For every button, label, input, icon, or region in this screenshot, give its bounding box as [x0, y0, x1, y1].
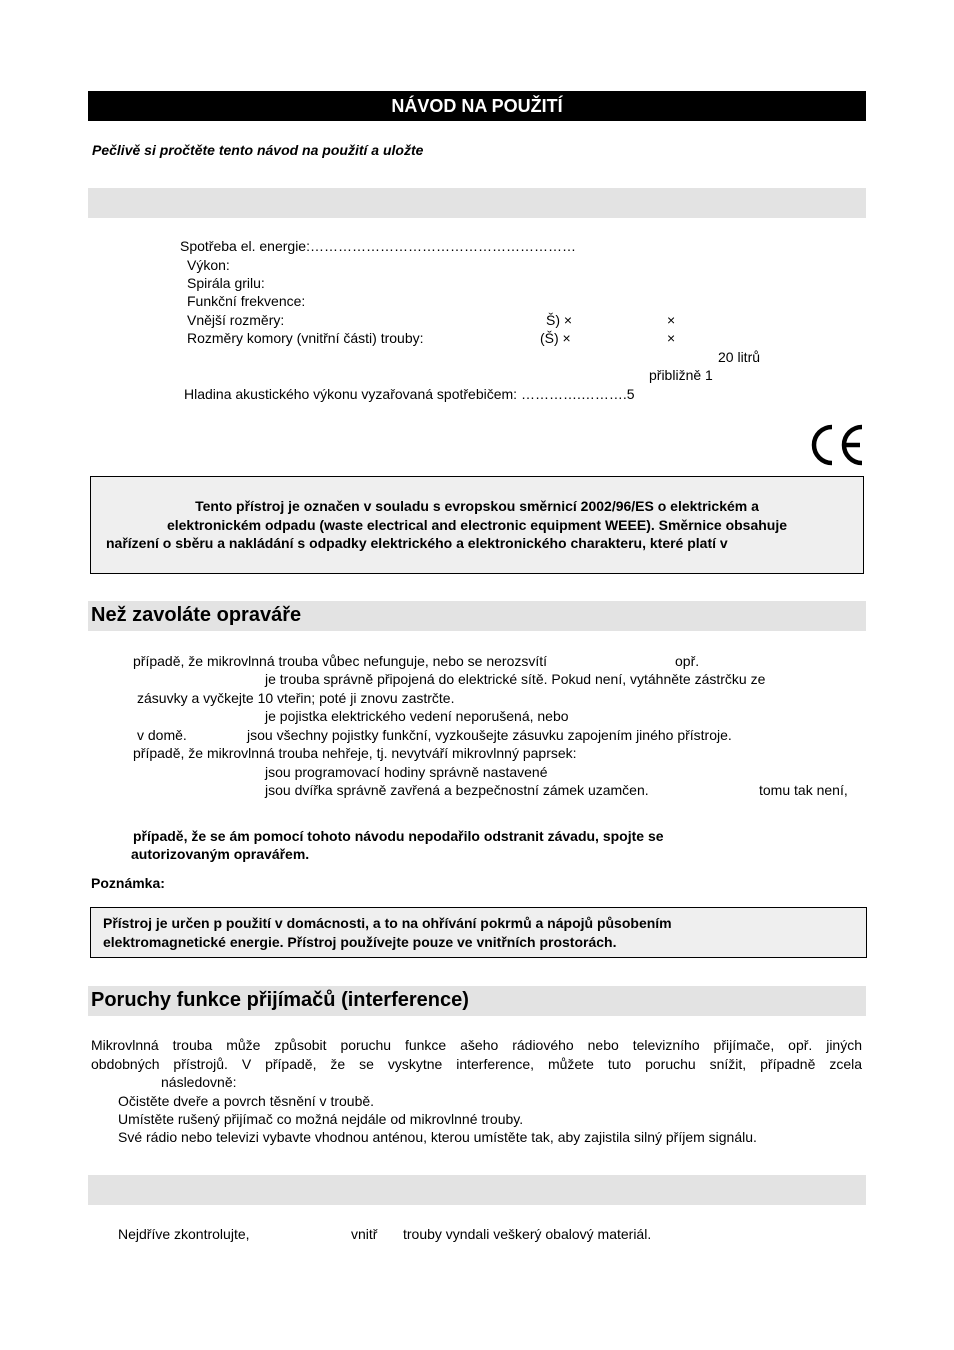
- section-heading-repair: Než zavoláte opraváře: [91, 604, 302, 626]
- interference-paragraph-line: obdobných přístrojů. V případě, že se vyskytne interference, můžete tuto poruchu snížit, případně zcela: [91, 1056, 862, 1072]
- spec-outer-dims-value-b: ×: [667, 312, 676, 328]
- page-title: NÁVOD NA POUŽITÍ: [391, 96, 563, 116]
- spec-weight: přibližně 1: [649, 367, 713, 383]
- repair-line: jsou všechny pojistky funkční, vyzkoušejte zásuvku zapojením jiného přístroje.: [247, 727, 732, 743]
- weee-line-2: elektronickém odpadu (waste electrical and electronic equipment WEEE). Směrnice obsahuje: [166, 517, 788, 533]
- repair-bold-line: autorizovaným opravářem.: [131, 846, 310, 862]
- spec-power: Výkon:: [187, 257, 230, 273]
- repair-line: je trouba správně připojená do elektrické sítě. Pokud není, vytáhněte zástrčku ze: [265, 671, 766, 687]
- repair-line: případě, že mikrovlnná trouba nehřeje, tj. nevytváří mikrovlnný paprsek:: [133, 745, 577, 761]
- spec-outer-dims: Vnější rozměry:: [187, 312, 285, 328]
- list-item: Umístěte rušený přijímač co možná nejdále od mikrovlnné trouby.: [118, 1111, 524, 1127]
- spec-frequency: Funkční frekvence:: [187, 293, 306, 309]
- spec-chamber-dims-value-a: (Š) ×: [540, 330, 571, 346]
- section-bar-specs: [88, 188, 866, 218]
- title-bar: [88, 91, 866, 121]
- spec-outer-dims-value-a: Š) ×: [546, 312, 573, 328]
- spec-grill: Spirála grilu:: [187, 275, 265, 291]
- spec-consumption: Spotřeba el. energie:…………………………………………………: [180, 238, 576, 254]
- section-heading-interference: Poruchy funkce přijímačů (interference): [91, 989, 469, 1011]
- interference-paragraph-line: následovně:: [161, 1074, 237, 1090]
- spec-noise: Hladina akustického výkonu vyzařovaná spotřebičem: ………….……….5: [184, 386, 635, 402]
- repair-line: jsou dvířka správně zavřená a bezpečnostní zámek uzamčen.: [265, 782, 649, 798]
- install-line: Nejdříve zkontrolujte,: [118, 1226, 250, 1242]
- usage-line-2: elektromagnetické energie. Přístroj používejte pouze ve vnitřních prostorách.: [103, 934, 617, 950]
- spec-chamber-dims-value-b: ×: [667, 330, 676, 346]
- repair-line: jsou programovací hodiny správně nastavené: [265, 764, 548, 780]
- subtitle: Pečlivě si pročtěte tento návod na použití a uložte: [92, 142, 424, 158]
- note-label: Poznámka:: [91, 875, 165, 891]
- usage-notice-box: [90, 907, 867, 958]
- weee-notice-box: [90, 476, 864, 574]
- list-item: Své rádio nebo televizi vybavte vhodnou anténou, kterou umístěte tak, aby zajistila silný příjem signálu.: [118, 1129, 757, 1145]
- install-line: vnitř: [351, 1226, 378, 1242]
- repair-line: tomu tak není,: [759, 782, 848, 798]
- usage-line-1: Přístroj je určen p použití v domácnosti, a to na ohřívání pokrmů a nápojů působením: [103, 915, 672, 931]
- weee-line-3: nařízení o sběru a nakládání s odpadky elektrického a elektronického charakteru, které platí v: [106, 535, 728, 551]
- repair-line: opř.: [675, 653, 700, 669]
- weee-line-1: Tento přístroj je označen v souladu s evropskou směrnicí 2002/96/ES o elektrickém a: [195, 498, 759, 514]
- spec-chamber-dims: Rozměry komory (vnitřní části) trouby:: [187, 330, 424, 346]
- repair-line: je pojistka elektrického vedení neporušená, nebo: [265, 708, 569, 724]
- repair-bold-line: případě, že se ám pomocí tohoto návodu nepodařilo odstranit závadu, spojte se: [133, 828, 664, 844]
- repair-line: v domě.: [137, 727, 187, 743]
- section-bar-install: [88, 1175, 866, 1205]
- repair-line: zásuvky a vyčkejte 10 vteřin; poté ji znovu zastrčte.: [137, 690, 455, 706]
- list-item: Očistěte dveře a povrch těsnění v troubě.: [118, 1093, 375, 1109]
- install-line: trouby vyndali veškerý obalový materiál.: [403, 1226, 652, 1242]
- spec-volume: 20 litrů: [718, 349, 761, 365]
- repair-line: případě, že mikrovlnná trouba vůbec nefunguje, nebo se nerozsvítí: [133, 653, 548, 669]
- interference-paragraph-line: Mikrovlnná trouba může způsobit poruchu funkce ašeho rádiového nebo televizního přijímače, opř. jiných: [91, 1037, 862, 1053]
- ce-mark-icon: [804, 422, 866, 468]
